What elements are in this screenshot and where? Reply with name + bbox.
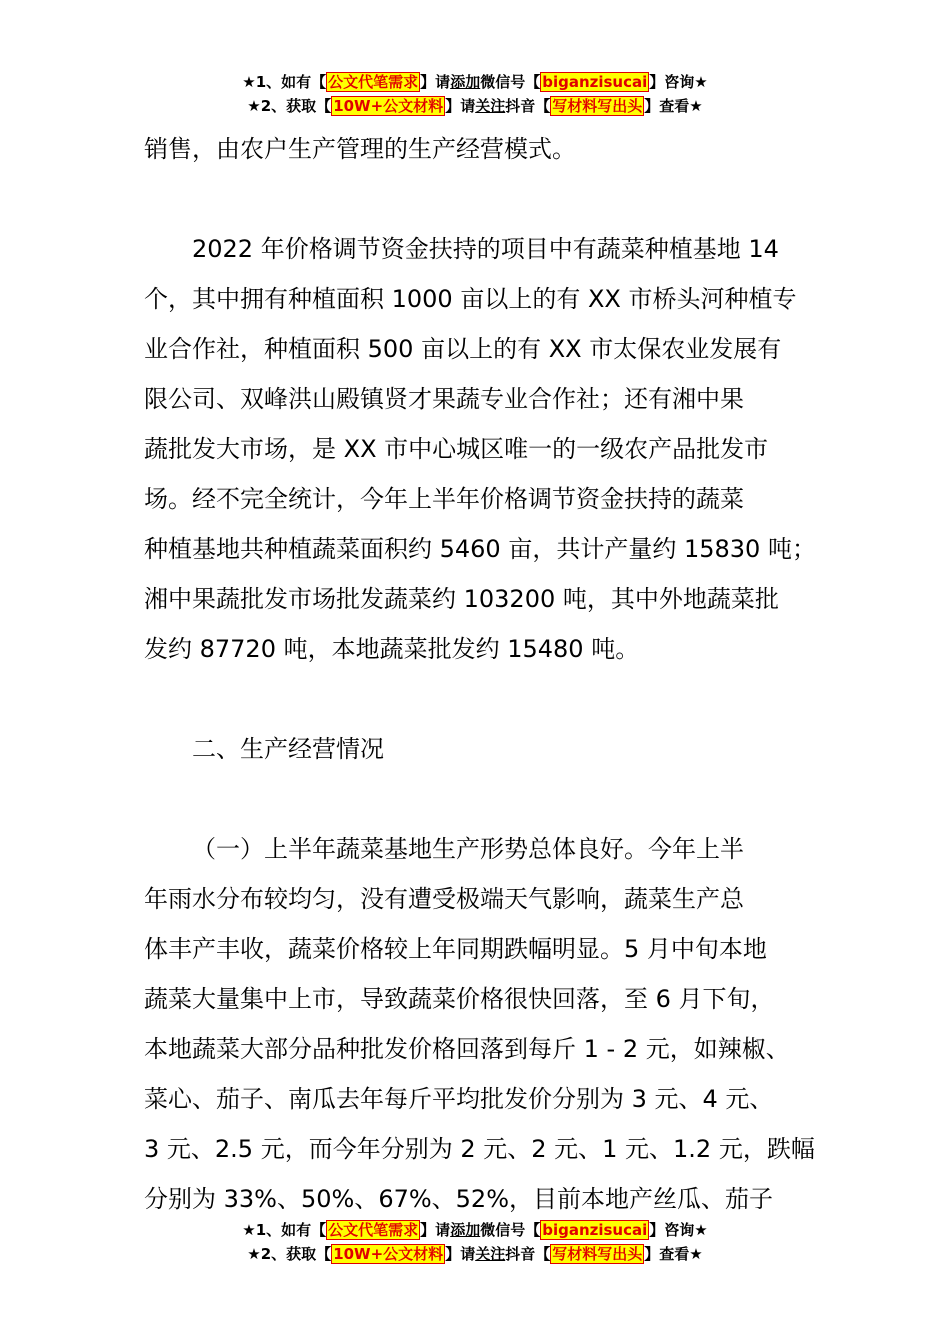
text-line: 种植基地共种植蔬菜面积约 5460 亩，共计产量约 15830 吨； xyxy=(144,535,816,563)
text-line: 体丰产丰收，蔬菜价格较上年同期跌幅明显。5 月中旬本地 xyxy=(144,935,767,963)
text-line: 蔬批发大市场，是 XX 市中心城区唯一的一级农产品批发市 xyxy=(144,435,769,463)
promo-banner-top xyxy=(0,70,950,118)
text-line: 3 元、2.5 元，而今年分别为 2 元、2 元、1 元、1.2 元，跌幅 xyxy=(144,1135,815,1163)
promo-highlight: 10W+公文材料 xyxy=(333,97,444,115)
promo-line-2: ★2、获取【 10W+公文材料 】请关注抖音【 写材料写出头 】查看★ xyxy=(247,1245,703,1263)
text-line: 场。经不完全统计，今年上半年价格调节资金扶持的蔬菜 xyxy=(144,485,744,513)
text-line: 销售，由农户生产管理的生产经营模式。 xyxy=(144,135,576,163)
text-line: 发约 87720 吨，本地蔬菜批发约 15480 吨。 xyxy=(144,635,640,663)
promo-highlight: biganzisucai xyxy=(542,73,648,91)
text-line: 业合作社，种植面积 500 亩以上的有 XX 市太保农业发展有 xyxy=(144,335,782,363)
text-line: （一）上半年蔬菜基地生产形势总体良好。今年上半 xyxy=(192,835,744,863)
promo-highlight: 10W+公文材料 xyxy=(333,1245,444,1263)
text-line: 菜心、茄子、南瓜去年每斤平均批发价分别为 3 元、4 元、 xyxy=(144,1085,774,1113)
text-line: 本地蔬菜大部分品种批发价格回落到每斤 1 - 2 元，如辣椒、 xyxy=(144,1035,790,1063)
promo-line-2: ★2、获取【 10W+公文材料 】请关注抖音【 写材料写出头 】查看★ xyxy=(247,97,703,115)
promo-highlight: 写材料写出头 xyxy=(552,97,643,115)
promo-highlight: biganzisucai xyxy=(542,1221,648,1239)
text-line: 分别为 33%、50%、67%、52%，目前本地产丝瓜、茄子 xyxy=(144,1185,774,1213)
text-line: 湘中果蔬批发市场批发蔬菜约 103200 吨，其中外地蔬菜批 xyxy=(144,585,779,613)
promo-line-1: ★1、如有【 公文代笔需求 】请添加微信号【 biganzisucai 】咨询★ xyxy=(242,1221,708,1239)
text-line: 2022 年价格调节资金扶持的项目中有蔬菜种植基地 14 xyxy=(192,235,779,263)
promo-highlight: 公文代笔需求 xyxy=(328,73,419,91)
text-line: 蔬菜大量集中上市，导致蔬菜价格很快回落，至 6 月下旬， xyxy=(144,985,775,1013)
text-line: 个，其中拥有种植面积 1000 亩以上的有 XX 市桥头河种植专 xyxy=(144,285,797,313)
promo-line-1: ★1、如有【 公文代笔需求 】请添加微信号【 biganzisucai 】咨询★ xyxy=(242,73,708,91)
promo-highlight: 写材料写出头 xyxy=(552,1245,643,1263)
text-line: 限公司、双峰洪山殿镇贤才果蔬专业合作社；还有湘中果 xyxy=(144,385,744,413)
promo-highlight: 公文代笔需求 xyxy=(328,1221,419,1239)
promo-banner-bottom xyxy=(0,1218,950,1266)
section-heading: 二、生产经营情况 xyxy=(192,735,384,763)
document-body xyxy=(144,124,824,1224)
text-line: 年雨水分布较均匀，没有遭受极端天气影响，蔬菜生产总 xyxy=(144,885,744,913)
